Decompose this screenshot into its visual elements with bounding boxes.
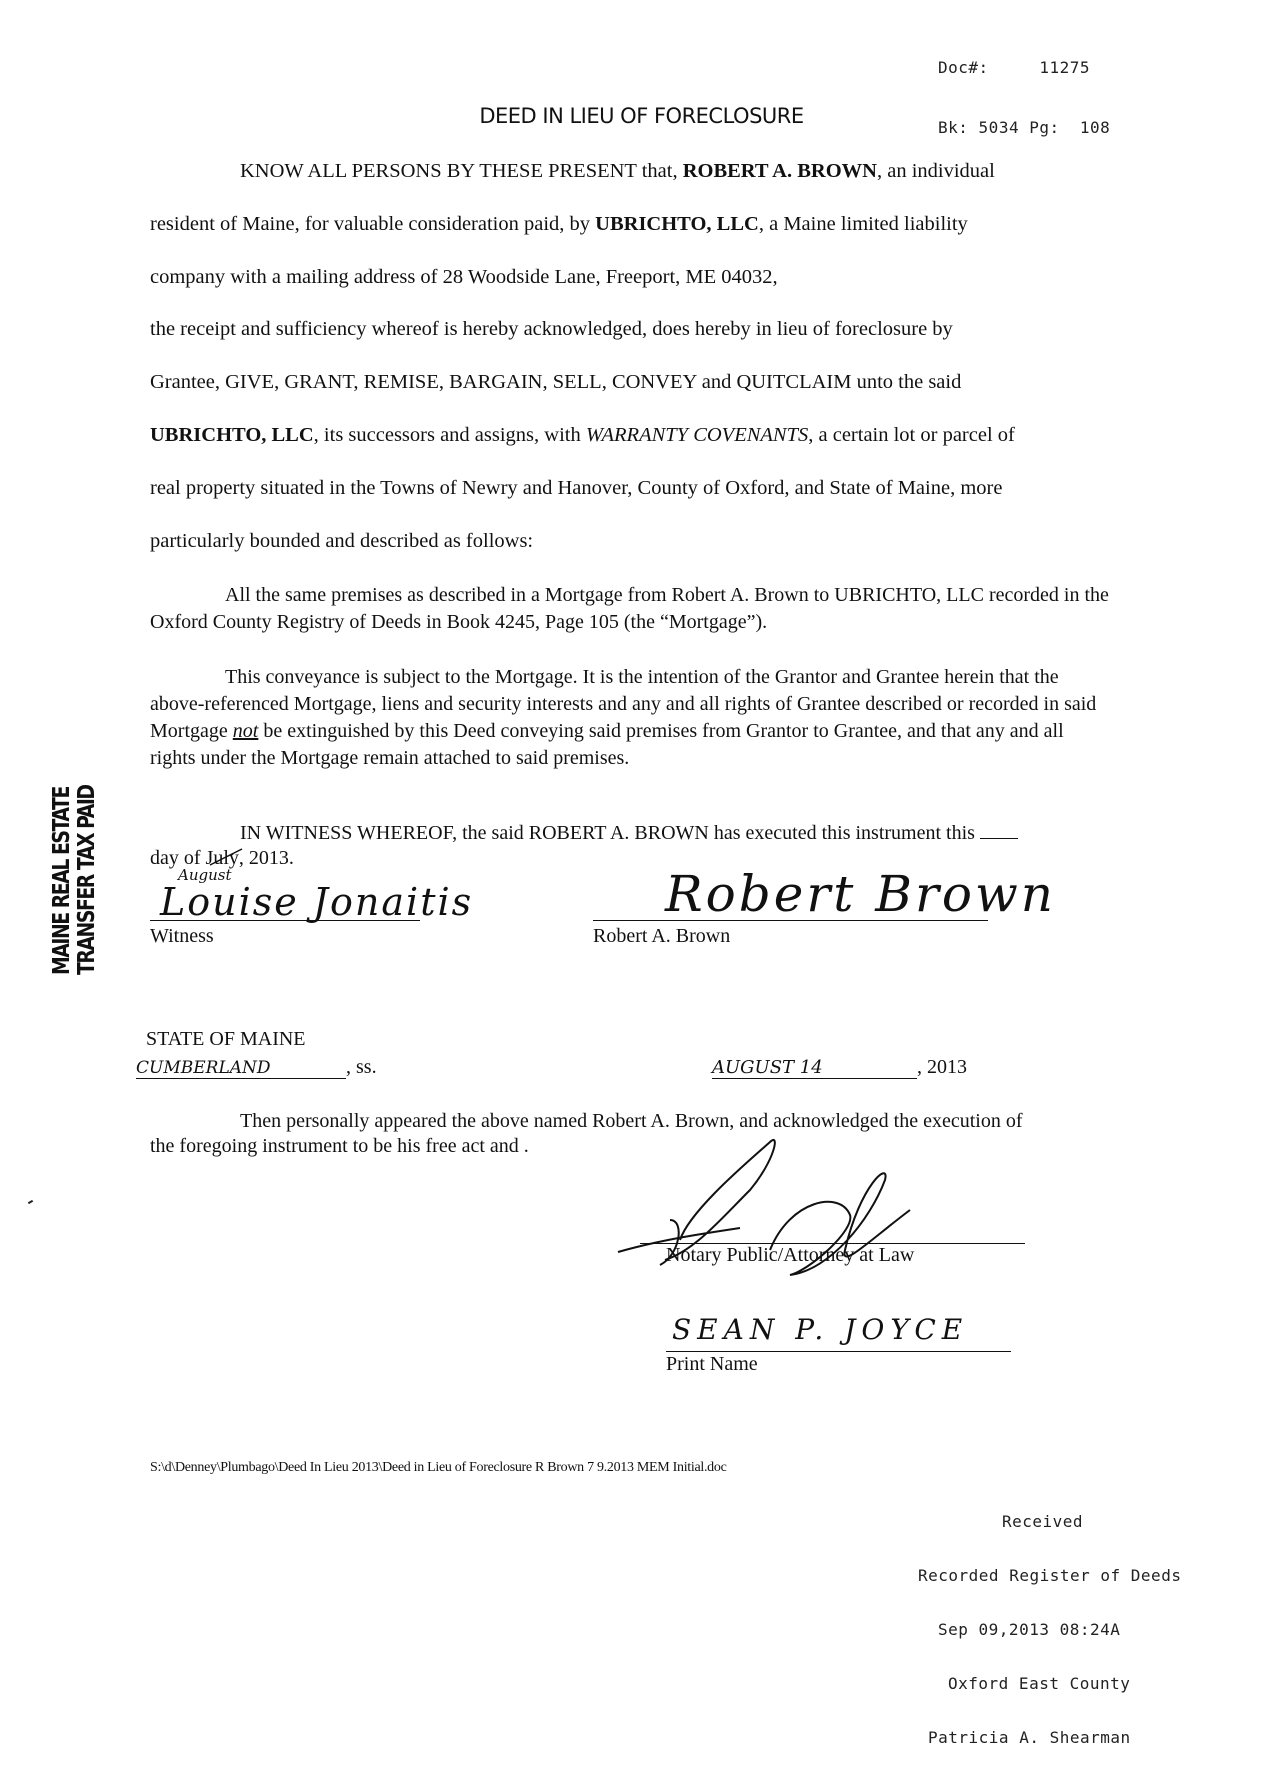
date-handwritten: AUGUST 14 (712, 1057, 917, 1079)
opening-line-7: real property situated in the Towns of Newry and Hanover, County of Oxford, and State of Maine, more (150, 477, 1003, 499)
opening-text: resident of Maine, for valuable consideration paid, by (150, 213, 596, 235)
notary-label: Notary Public/Attorney at Law (666, 1244, 915, 1266)
opening-text: , its successors and assigns, with (313, 424, 586, 446)
ss-suffix: , ss. (346, 1056, 377, 1078)
witness-text: , 2013. (238, 847, 294, 869)
transfer-tax-stamp (50, 785, 100, 975)
book-number: 5034 (978, 118, 1020, 137)
grantor-label: Robert A. Brown (593, 925, 731, 947)
grantor-signature: Robert Brown (665, 865, 1056, 923)
page-label: Pg: (1029, 118, 1060, 137)
county-handwritten: CUMBERLAND (136, 1058, 346, 1079)
recv-line-1: Received (1002, 1512, 1084, 1531)
handwritten-month: August (178, 866, 232, 884)
opening-line-8: particularly bounded and described as follows: (150, 530, 534, 552)
witness-clause-line-1 (150, 822, 1018, 845)
not-emphasis: not (232, 720, 259, 742)
stamp-line-2: TRANSFER TAX PAID (74, 785, 100, 975)
opening-text: , a Maine limited liability (758, 213, 968, 235)
acknowledgment-line-2: the foregoing instrument to be his free act and . (150, 1135, 529, 1157)
strikeout-mark-icon (206, 847, 246, 867)
doc-number: 11275 (1039, 58, 1091, 77)
opening-line-3: company with a mailing address of 28 Woodside Lane, Freeport, ME 04032, (150, 266, 778, 288)
opening-text: , a certain lot or parcel of (808, 424, 1015, 446)
witness-text: day of (150, 847, 206, 869)
document-title: DEED IN LIEU OF FORECLOSURE (479, 104, 804, 128)
struck-month: July (206, 847, 239, 869)
day-blank (980, 838, 1018, 839)
witness-signature: Louise Jonaitis (160, 880, 474, 924)
book-label: Bk: (938, 118, 969, 137)
footer-file-path: S:\d\Denney\Plumbago\Deed In Lieu 2013\Deed in Lieu of Foreclosure R Brown 7 9.2013 MEM Initial.doc (150, 1460, 727, 1475)
grantee-name: UBRICHTO, LLC (595, 213, 759, 235)
opening-text: KNOW ALL PERSONS BY THESE PRESENT that, (240, 160, 683, 182)
county-line (136, 1056, 386, 1079)
grantor-name: ROBERT A. BROWN (682, 160, 877, 182)
warranty-covenants: WARRANTY COVENANTS (585, 424, 809, 446)
recording-stamp-bottom (918, 1477, 1181, 1765)
recv-line-5: Patricia A. Shearman (928, 1728, 1131, 1747)
acknowledgment-line-1: Then personally appeared the above named Robert A. Brown, and acknowledged the execution of (240, 1110, 1023, 1132)
witness-text: IN WITNESS WHEREOF, the said ROBERT A. BROWN has executed this instrument this (240, 822, 975, 844)
page-number: 108 (1079, 118, 1111, 137)
conveyance-paragraph (150, 664, 1110, 772)
notary-signature (640, 1160, 801, 1186)
witness-label: Witness (150, 925, 214, 947)
print-name-line (666, 1351, 1011, 1352)
opening-line-4: the receipt and sufficiency whereof is hereby acknowledged, does hereby in lieu of foreclosure by (150, 318, 953, 340)
acknowledgment-date (712, 1056, 967, 1079)
grantor-signature-line (593, 920, 988, 921)
opening-text: , an individual (876, 160, 995, 182)
print-name-label: Print Name (666, 1353, 758, 1375)
print-name-handwritten: SEAN P. JOYCE (672, 1313, 969, 1346)
witness-signature-line (150, 920, 420, 921)
date-year: , 2013 (917, 1056, 967, 1078)
premises-text: All the same premises as described in a Mortgage from Robert A. Brown to UBRICHTO, LLC recorded in the Oxford County Registry of Deeds in Book 4245, Page 105 (the “Mortgage”). (150, 584, 1109, 633)
opening-line-2 (150, 213, 968, 236)
grantee-name: UBRICHTO, LLC (150, 424, 314, 446)
scan-mark (28, 1200, 33, 1204)
opening-line-1 (150, 160, 995, 183)
recv-line-3: Sep 09,2013 08:24A (938, 1620, 1121, 1639)
opening-line-6 (150, 424, 1015, 447)
doc-label: Doc#: (938, 58, 989, 77)
opening-line-5: Grantee, GIVE, GRANT, REMISE, BARGAIN, SELL, CONVEY and QUITCLAIM unto the said (150, 371, 962, 393)
recv-line-2: Recorded Register of Deeds (918, 1566, 1182, 1585)
stamp-line-1: MAINE REAL ESTATE (49, 787, 75, 975)
premises-paragraph (150, 582, 1110, 636)
conveyance-text: be extinguished by this Deed conveying said premises from Grantor to Grantee, and that any and all rights under the Mortgage remain attached to said premises. (150, 720, 1064, 769)
conveyance-text: This conveyance is subject to the Mortgage. It is the intention of the Grantor and Grantee herein that the above-referenced Mortgage, liens and security interests and any and all rights of Grantee described or recorded in said Mortgage (150, 666, 1097, 742)
state-heading: STATE OF MAINE (146, 1028, 306, 1050)
recv-line-4: Oxford East County (948, 1674, 1131, 1693)
recording-stamp-top (938, 18, 1110, 158)
notary-title (666, 1244, 914, 1267)
